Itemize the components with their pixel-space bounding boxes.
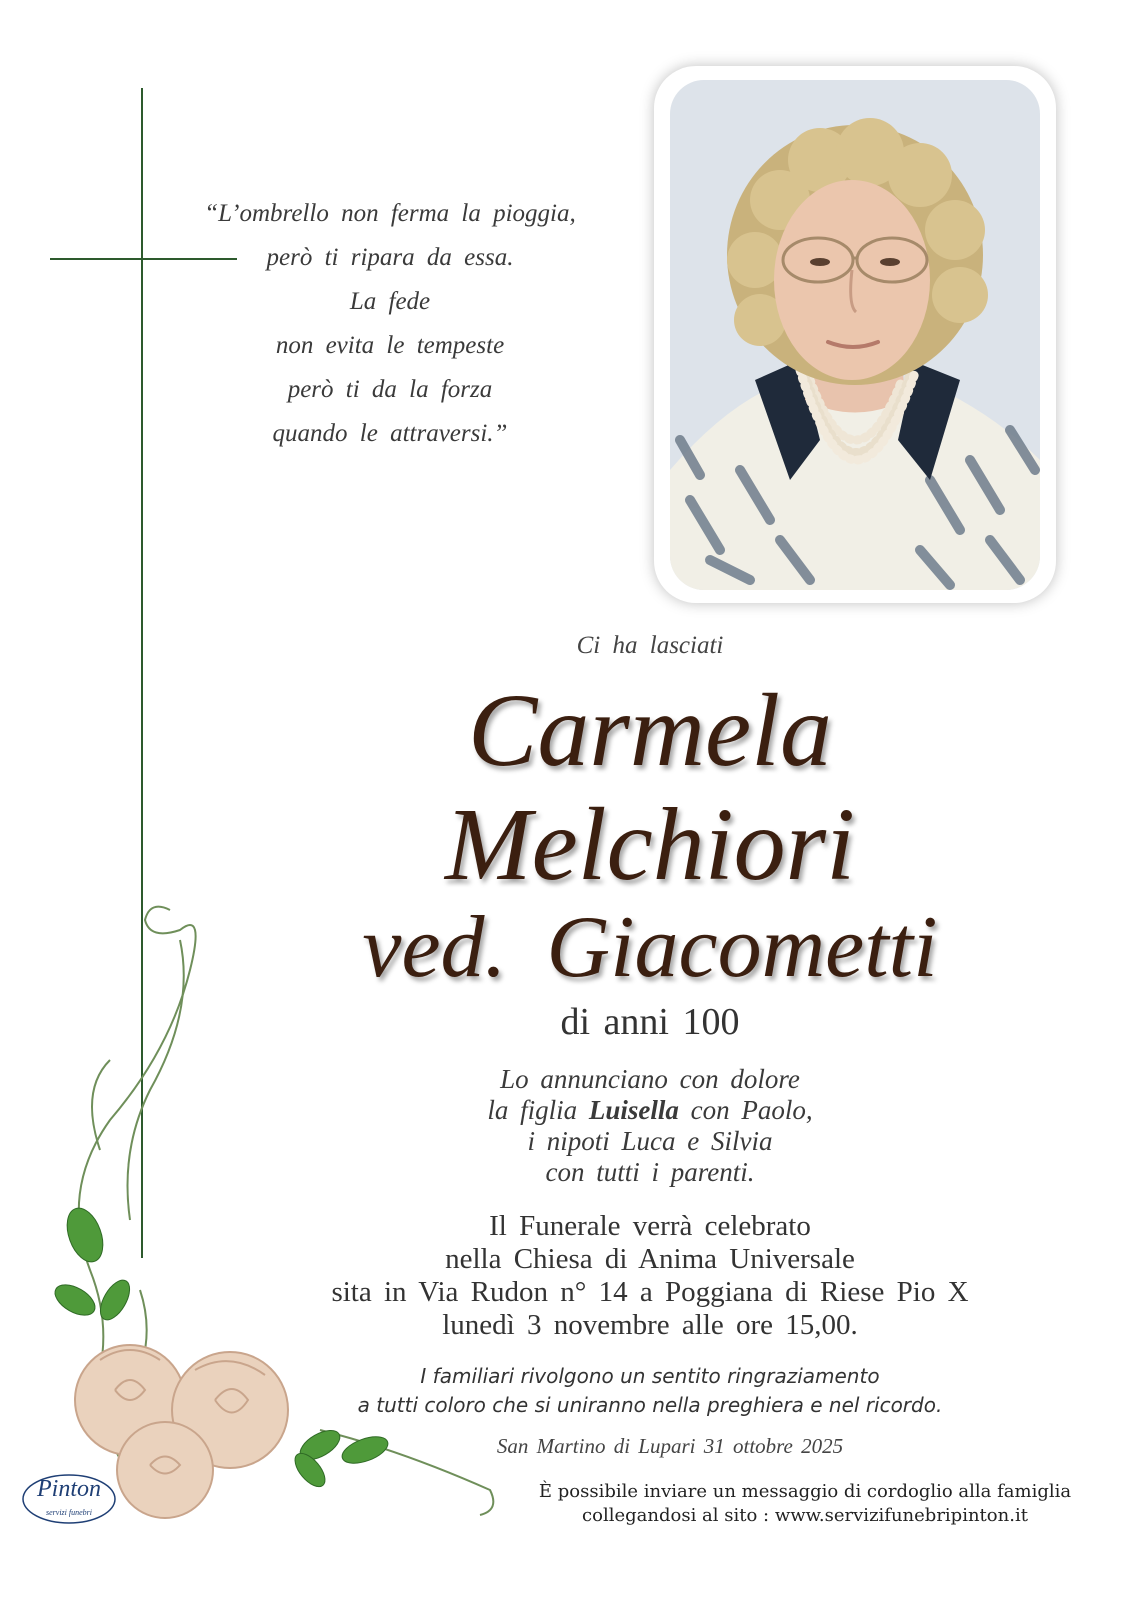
funeral-line: lunedì 3 novembre alle ore 15,00. [442, 1309, 858, 1341]
family-line: con tutti i parenti. [545, 1157, 755, 1187]
family-line-text: la figlia [487, 1095, 589, 1125]
funeral-line: nella Chiesa di Anima Universale [445, 1243, 855, 1275]
condolence-line[interactable]: collegandosi al sito : www.servizifunebripinton.it [582, 1505, 1028, 1526]
thanks-line: I familiari rivolgono un sentito ringraziamento [420, 1364, 880, 1388]
place-and-date: San Martino di Lupari 31 ottobre 2025 [496, 1434, 844, 1458]
deceased-first-name: Carmela [468, 673, 832, 788]
logo-subtitle: servizi funebri [46, 1508, 92, 1517]
condolence-line: È possibile inviare un messaggio di cordoglio alla famiglia [538, 1481, 1072, 1502]
quote-line: però ti ripara da essa. [266, 244, 514, 271]
quote [180, 192, 600, 456]
deceased-last-name: Melchiori [444, 787, 856, 902]
deceased-widow-of: ved. Giacometti [362, 899, 938, 996]
thanks-line: a tutti coloro che si uniranno nella preghiera e nel ricordo. [357, 1393, 943, 1417]
deceased-age: di anni 100 [560, 1001, 740, 1043]
portrait-photo [670, 80, 1040, 590]
family-line: i nipoti Luca e Silvia [527, 1126, 773, 1156]
logo-name: Pinton [37, 1476, 101, 1502]
daughter-name: Luisella [588, 1095, 679, 1125]
quote-line: però ti da la forza [287, 376, 493, 403]
quote-line: quando le attraversi.” [272, 420, 508, 447]
quote-line: non evita le tempeste [275, 332, 505, 359]
quote-line: La fede [349, 288, 431, 315]
family-line: Lo annunciano con dolore [500, 1064, 800, 1094]
condolence-info [500, 1480, 1110, 1528]
intro-text: Ci ha lasciati [576, 632, 724, 659]
funeral-line: sita in Via Rudon n° 14 a Poggiana di Riese Pio X [331, 1276, 969, 1308]
quote-line: “L’ombrello non ferma la pioggia, [204, 200, 576, 227]
family-line-text: con Paolo, [678, 1095, 813, 1125]
funeral-line: Il Funerale verrà celebrato [489, 1210, 811, 1242]
roses-decoration-icon [20, 890, 520, 1550]
